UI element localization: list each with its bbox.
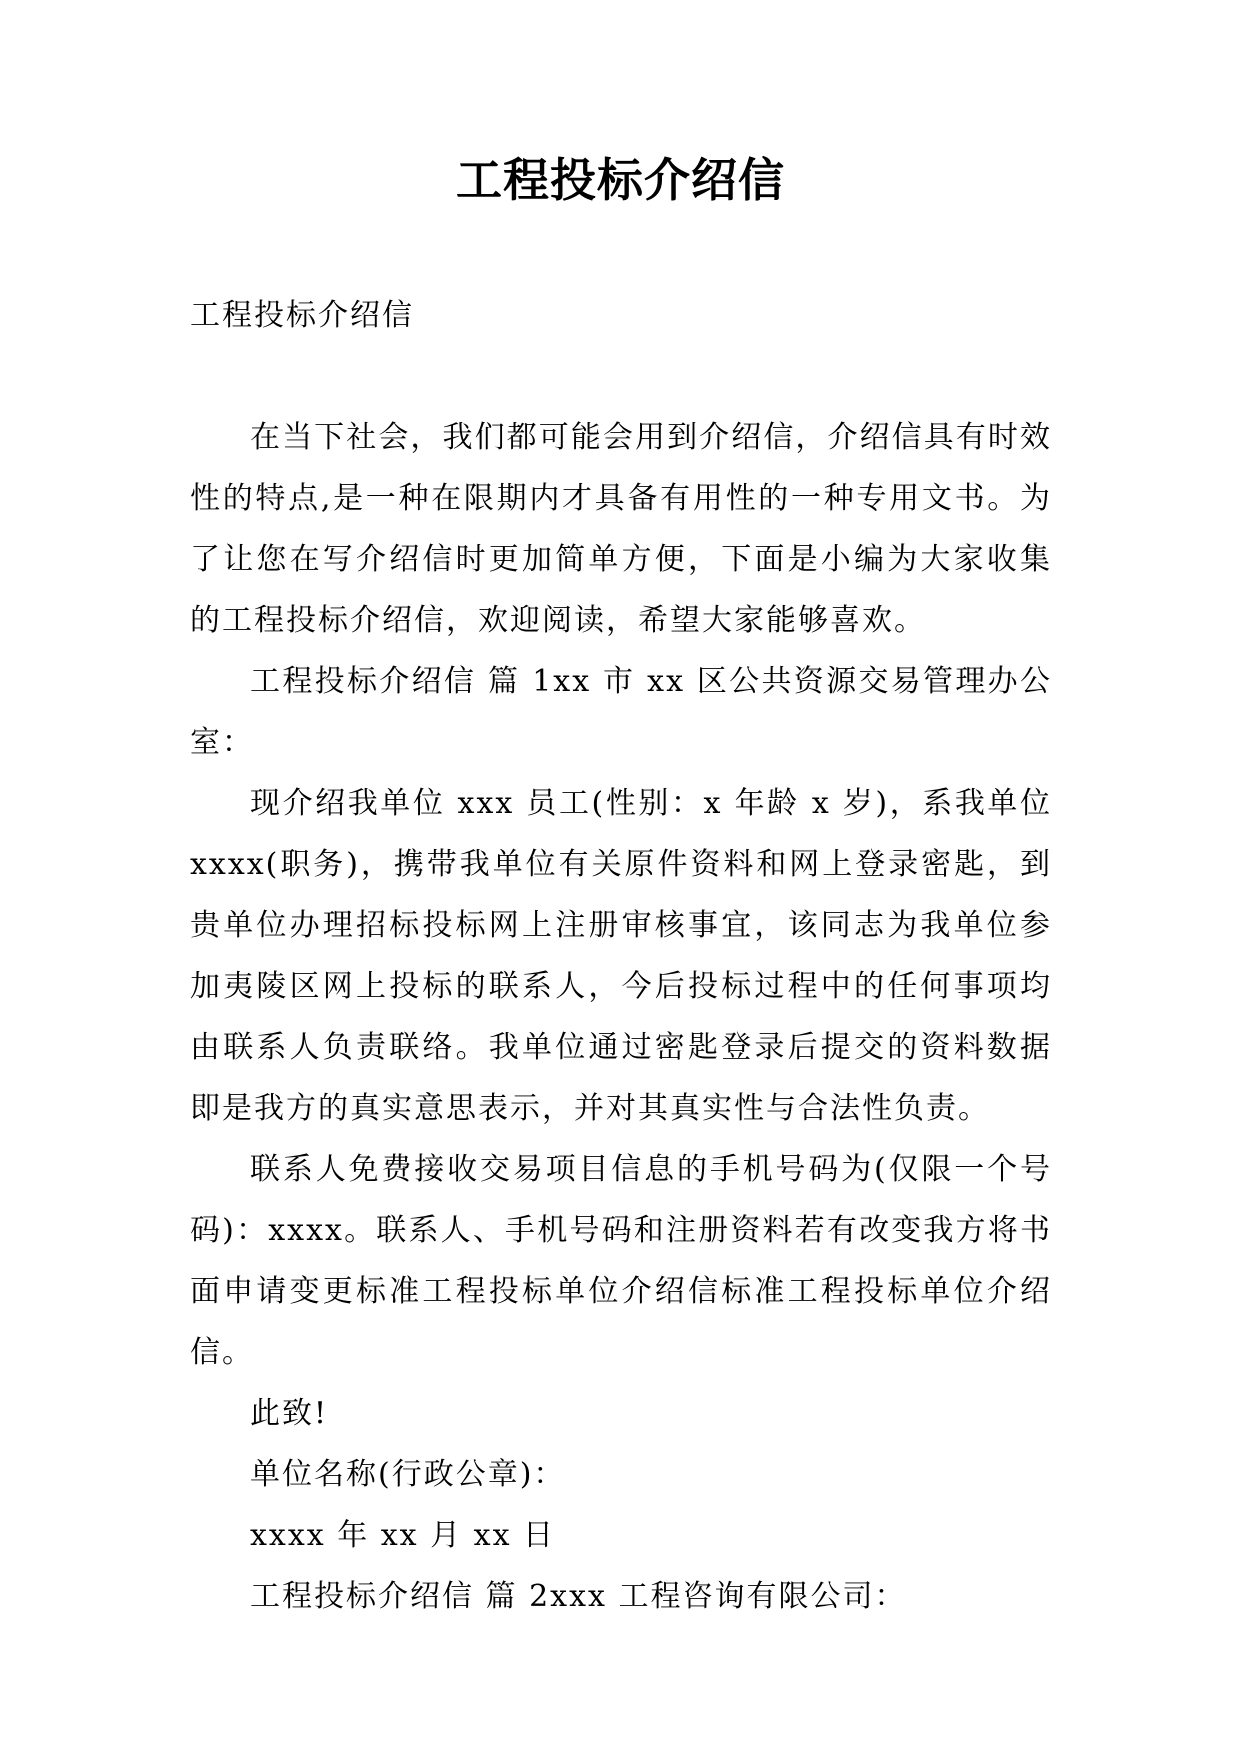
signature-label: 单位名称(行政公章)： xyxy=(250,1457,566,1492)
document-body xyxy=(190,285,1052,1627)
intro-paragraph: 在当下社会，我们都可能会用到介绍信，介绍信具有时效性的特点,是一种在限期内才具备有用性的一种专用文书。为了让您在写介绍信时更加简单方便，下面是小编为大家收集的工程投标介绍信，欢迎阅读，希望大家能够喜欢。 xyxy=(190,420,1052,638)
section-2-heading: 工程投标介绍信 篇 2xxx 工程咨询有限公司： xyxy=(250,1579,907,1614)
document-subtitle: 工程投标介绍信 xyxy=(190,298,414,333)
introduction-paragraph: 现介绍我单位 xxx 员工(性别：x 年龄 x 岁)，系我单位 xxxx(职务)，携带我单位有关原件资料和网上登录密匙，到贵单位办理招标投标网上注册审核事宜，该同志为我单位参加夷陵区网上投标的联系人，今后投标过程中的任何事项均由联系人负责联络。我单位通过密匙登录后提交的资料数据即是我方的真实意思表示，并对其真实性与合法性负责。 xyxy=(190,786,1052,1126)
letter-date: xxxx 年 xx 月 xx 日 xyxy=(250,1518,556,1553)
closing-salutation: 此致! xyxy=(250,1396,329,1431)
section-1-heading: 工程投标介绍信 篇 1xx 市 xx 区公共资源交易管理办公室： xyxy=(190,664,1052,760)
contact-paragraph: 联系人免费接收交易项目信息的手机号码为(仅限一个号码)：xxxx。联系人、手机号码和注册资料若有改变我方将书面申请变更标准工程投标单位介绍信标准工程投标单位介绍信。 xyxy=(190,1152,1052,1370)
document-title: 工程投标介绍信 xyxy=(456,153,785,207)
